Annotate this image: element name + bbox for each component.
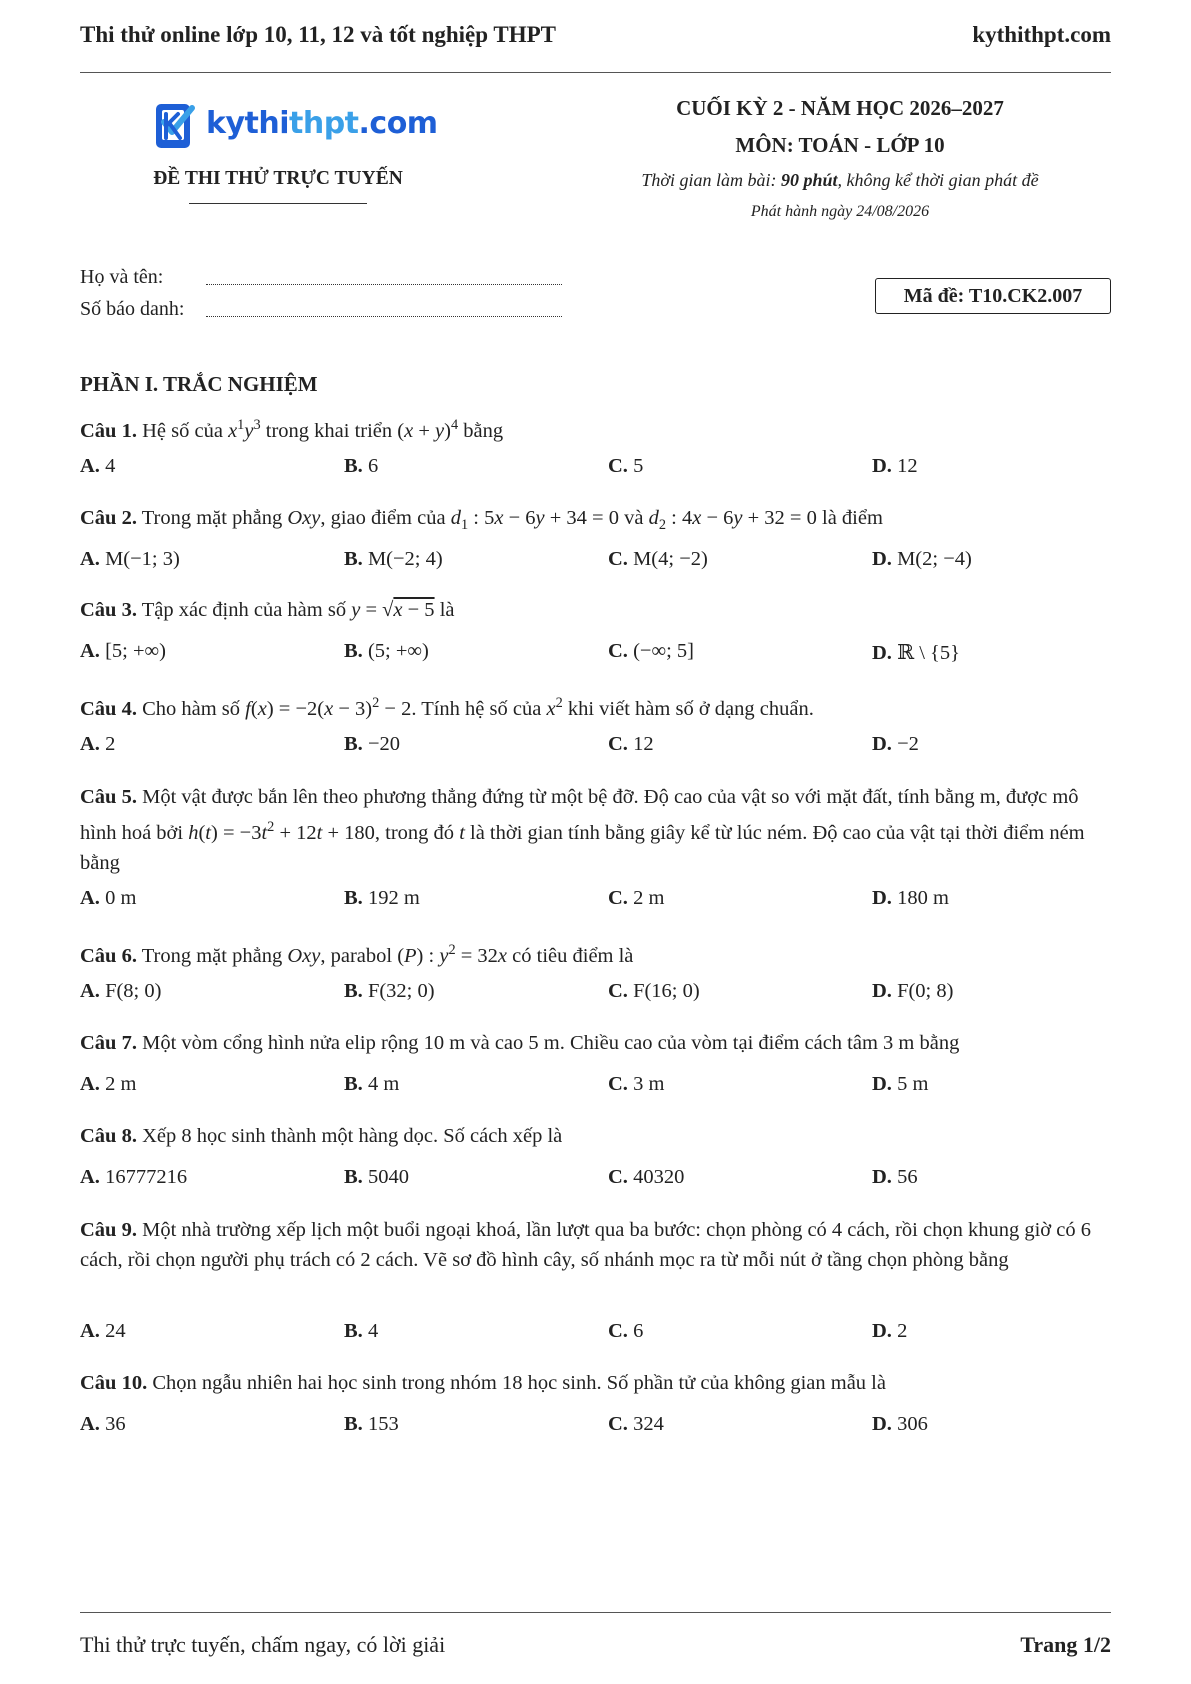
header-title: Thi thử online lớp 10, 11, 12 và tốt nghiệp THPT: [80, 22, 556, 47]
site-logo: [152, 100, 438, 156]
option-label: D.: [872, 1073, 892, 1095]
exam-type-label: ĐỀ THI THỬ TRỰC TUYẾN: [153, 168, 403, 189]
footer-divider: [80, 1612, 1111, 1613]
option-value: 5 m: [897, 1073, 929, 1095]
option-c[interactable]: [608, 1320, 643, 1343]
option-value: 40320: [633, 1166, 685, 1188]
option-b[interactable]: [344, 733, 400, 756]
option-value: 12: [897, 455, 918, 477]
option-label: D.: [872, 980, 892, 1002]
name-field[interactable]: [206, 266, 562, 285]
option-label: B.: [344, 980, 363, 1002]
option-d[interactable]: [872, 887, 949, 910]
exam-code-badge: Mã đề: T10.CK2.007: [875, 278, 1111, 314]
option-label: C.: [608, 1413, 628, 1435]
option-value: ℝ \ {5}: [897, 642, 960, 664]
option-value: 324: [633, 1413, 664, 1435]
option-a[interactable]: [80, 1166, 187, 1189]
option-value: −20: [367, 733, 400, 755]
option-label: D.: [872, 642, 892, 664]
option-label: C.: [608, 1320, 628, 1342]
header-divider: [80, 72, 1111, 73]
option-d[interactable]: [872, 548, 972, 571]
option-d[interactable]: [872, 733, 919, 756]
option-label: D.: [872, 1413, 892, 1435]
exam-type-underline: [189, 203, 367, 204]
student-id-label: Số báo danh:: [80, 298, 185, 320]
option-a[interactable]: [80, 1320, 126, 1343]
option-c[interactable]: [608, 640, 694, 663]
option-label: C.: [608, 640, 628, 662]
option-value: 3 m: [633, 1073, 665, 1095]
option-value: (5; +∞): [367, 640, 429, 662]
option-value: 306: [897, 1413, 928, 1435]
option-label: C.: [608, 455, 628, 477]
option-value: 6: [367, 455, 379, 477]
option-c[interactable]: [608, 548, 708, 571]
option-a[interactable]: [80, 640, 166, 663]
option-label: A.: [80, 455, 100, 477]
footer-tagline: Thi thử trực tuyến, chấm ngay, có lời giải: [80, 1632, 446, 1657]
option-c[interactable]: [608, 887, 664, 910]
question-3: Câu 3. Tập xác định của hàm số y = √x − 5 là: [80, 599, 455, 621]
option-label: B.: [344, 1166, 363, 1188]
option-value: −2: [897, 733, 919, 755]
option-value: 192 m: [367, 887, 420, 909]
option-label: A.: [80, 1413, 100, 1435]
option-value: 6: [633, 1320, 644, 1342]
option-value: F(32; 0): [367, 980, 435, 1002]
option-label: D.: [872, 455, 892, 477]
option-label: A.: [80, 887, 100, 909]
option-c[interactable]: [608, 733, 654, 756]
option-value: 153: [367, 1413, 399, 1435]
option-value: 5040: [367, 1166, 409, 1188]
option-label: C.: [608, 980, 628, 1002]
option-b[interactable]: [344, 1413, 399, 1436]
option-d[interactable]: [872, 980, 953, 1003]
option-label: C.: [608, 548, 628, 570]
option-label: D.: [872, 887, 892, 909]
option-label: A.: [80, 1166, 100, 1188]
option-value: 16777216: [105, 1166, 188, 1188]
header-site-link[interactable]: kythithpt.com: [972, 22, 1111, 47]
option-b[interactable]: [344, 980, 435, 1003]
option-value: [5; +∞): [105, 640, 166, 662]
option-a[interactable]: [80, 733, 115, 756]
question-2: Câu 2. Trong mặt phẳng Oxy, giao điểm của $d_1$ : 5x − 6y + 34 = 0 và $d_2$ : 4x − 6y + 32 = 0 là điểm: [80, 507, 883, 534]
option-b[interactable]: [344, 1320, 378, 1343]
option-label: A.: [80, 548, 100, 570]
option-value: F(0; 8): [897, 980, 954, 1002]
option-value: 0 m: [105, 887, 137, 909]
option-d[interactable]: [872, 1073, 928, 1096]
logo-icon: [152, 100, 202, 152]
option-label: A.: [80, 733, 100, 755]
option-b[interactable]: [344, 455, 378, 478]
option-value: M(4; −2): [633, 548, 708, 570]
option-label: B.: [344, 548, 363, 570]
option-value: 4 m: [367, 1073, 400, 1095]
option-b[interactable]: [344, 1073, 399, 1096]
option-d[interactable]: [872, 455, 918, 478]
option-value: 180 m: [897, 887, 949, 909]
option-value: F(8; 0): [105, 980, 162, 1002]
option-c[interactable]: [608, 1413, 664, 1436]
option-value: 2: [897, 1320, 908, 1342]
page-number: Trang 1/2: [1020, 1632, 1111, 1657]
option-b[interactable]: [344, 1166, 409, 1189]
question-5: Câu 5. Một vật được bắn lên theo phương thẳng đứng từ một bệ đỡ. Độ cao của vật so với mặt đất, tính bằng m, được mô hình hoá bởi $h(t) = -3t^2 + 12t + 180$, trong đó t là thời gian tính bằng giây kể từ lúc ném. Độ cao của vật tại thời điểm ném bằng: [80, 786, 1085, 874]
exam-duration: Thời gian làm bài: 90 phút, không kể thời gian phát đề: [641, 170, 1039, 190]
option-label: C.: [608, 1073, 628, 1095]
option-label: D.: [872, 733, 892, 755]
option-b[interactable]: [344, 640, 429, 663]
question-7: Câu 7. Một vòm cổng hình nửa elip rộng 10 m và cao 5 m. Chiều cao của vòm tại điểm cách tâm 3 m bằng: [80, 1032, 960, 1054]
option-label: B.: [344, 1320, 363, 1342]
option-d[interactable]: [872, 1413, 928, 1436]
name-label: Họ và tên:: [80, 266, 164, 288]
option-b[interactable]: [344, 548, 443, 571]
exam-subject: MÔN: TOÁN - LỚP 10: [735, 133, 945, 157]
option-label: B.: [344, 1073, 363, 1095]
option-label: D.: [872, 1166, 892, 1188]
option-label: D.: [872, 1320, 892, 1342]
option-d[interactable]: [872, 1320, 907, 1343]
option-label: D.: [872, 548, 892, 570]
option-value: (−∞; 5]: [633, 640, 694, 662]
option-value: 2: [105, 733, 116, 755]
option-label: A.: [80, 640, 100, 662]
option-value: 56: [897, 1166, 918, 1188]
option-a[interactable]: [80, 887, 136, 910]
option-value: 2 m: [105, 1073, 137, 1095]
option-c[interactable]: [608, 1073, 664, 1096]
option-c[interactable]: [608, 1166, 684, 1189]
option-label: A.: [80, 1320, 100, 1342]
option-value: 36: [105, 1413, 126, 1435]
option-label: C.: [608, 887, 628, 909]
option-value: 4: [367, 1320, 379, 1342]
student-id-field[interactable]: [206, 298, 562, 317]
option-label: C.: [608, 733, 628, 755]
option-label: B.: [344, 640, 363, 662]
option-d[interactable]: [872, 1166, 918, 1189]
question-8: Câu 8. Xếp 8 học sinh thành một hàng dọc. Số cách xếp là: [80, 1125, 563, 1147]
option-c[interactable]: [608, 980, 700, 1003]
question-6: Câu 6. Trong mặt phẳng Oxy, parabol (P) : $y^2 = 32x$ có tiêu điểm là: [80, 942, 634, 967]
exam-term: CUỐI KỲ 2 - NĂM HỌC 2026–2027: [676, 96, 1004, 120]
option-a[interactable]: [80, 455, 115, 478]
option-value: F(16; 0): [633, 980, 700, 1002]
option-value: 2 m: [633, 887, 665, 909]
option-c[interactable]: [608, 455, 643, 478]
option-value: M(−2; 4): [367, 548, 443, 570]
option-value: M(2; −4): [897, 548, 972, 570]
option-b[interactable]: [344, 887, 420, 910]
option-label: B.: [344, 455, 363, 477]
option-label: A.: [80, 980, 100, 1002]
option-value: 24: [105, 1320, 126, 1342]
option-value: 5: [633, 455, 644, 477]
exam-page: [80, 0, 1111, 1684]
question-10: Câu 10. Chọn ngẫu nhiên hai học sinh trong nhóm 18 học sinh. Số phần tử của không gian mẫu là: [80, 1372, 886, 1394]
section-title: PHẦN I. TRẮC NGHIỆM: [80, 372, 318, 396]
option-label: C.: [608, 1166, 628, 1188]
option-label: A.: [80, 1073, 100, 1095]
option-a[interactable]: [80, 980, 161, 1003]
question-4: Câu 4. Cho hàm số $f(x) = -2(x - 3)^2 - 2$. Tính hệ số của $x^2$ khi viết hàm số ở dạng chuẩn.: [80, 695, 814, 720]
option-label: B.: [344, 733, 363, 755]
logo-wordmark: kythithpt.com: [206, 106, 438, 141]
option-a[interactable]: [80, 1413, 126, 1436]
option-label: B.: [344, 1413, 363, 1435]
option-value: 4: [105, 455, 116, 477]
exam-release-date: Phát hành ngày 24/08/2026: [750, 203, 930, 220]
option-value: M(−1; 3): [105, 548, 180, 570]
question-9: Câu 9. Một nhà trường xếp lịch một buổi ngoại khoá, lần lượt qua ba bước: chọn phòng có 4 cách, rồi chọn khung giờ có 6 cách, rồi chọn người phụ trách có 2 cách. Vẽ sơ đồ hình cây, số nhánh mọc ra từ mỗi nút ở tầng chọn phòng bằng: [80, 1219, 1091, 1271]
option-a[interactable]: [80, 1073, 136, 1096]
option-label: B.: [344, 887, 363, 909]
option-a[interactable]: [80, 548, 180, 571]
option-d[interactable]: [872, 640, 960, 665]
option-value: 12: [633, 733, 654, 755]
question-1: Câu 1. Hệ số của $x^1y^3$ trong khai triển $(x + y)^4$ bằng: [80, 417, 504, 442]
